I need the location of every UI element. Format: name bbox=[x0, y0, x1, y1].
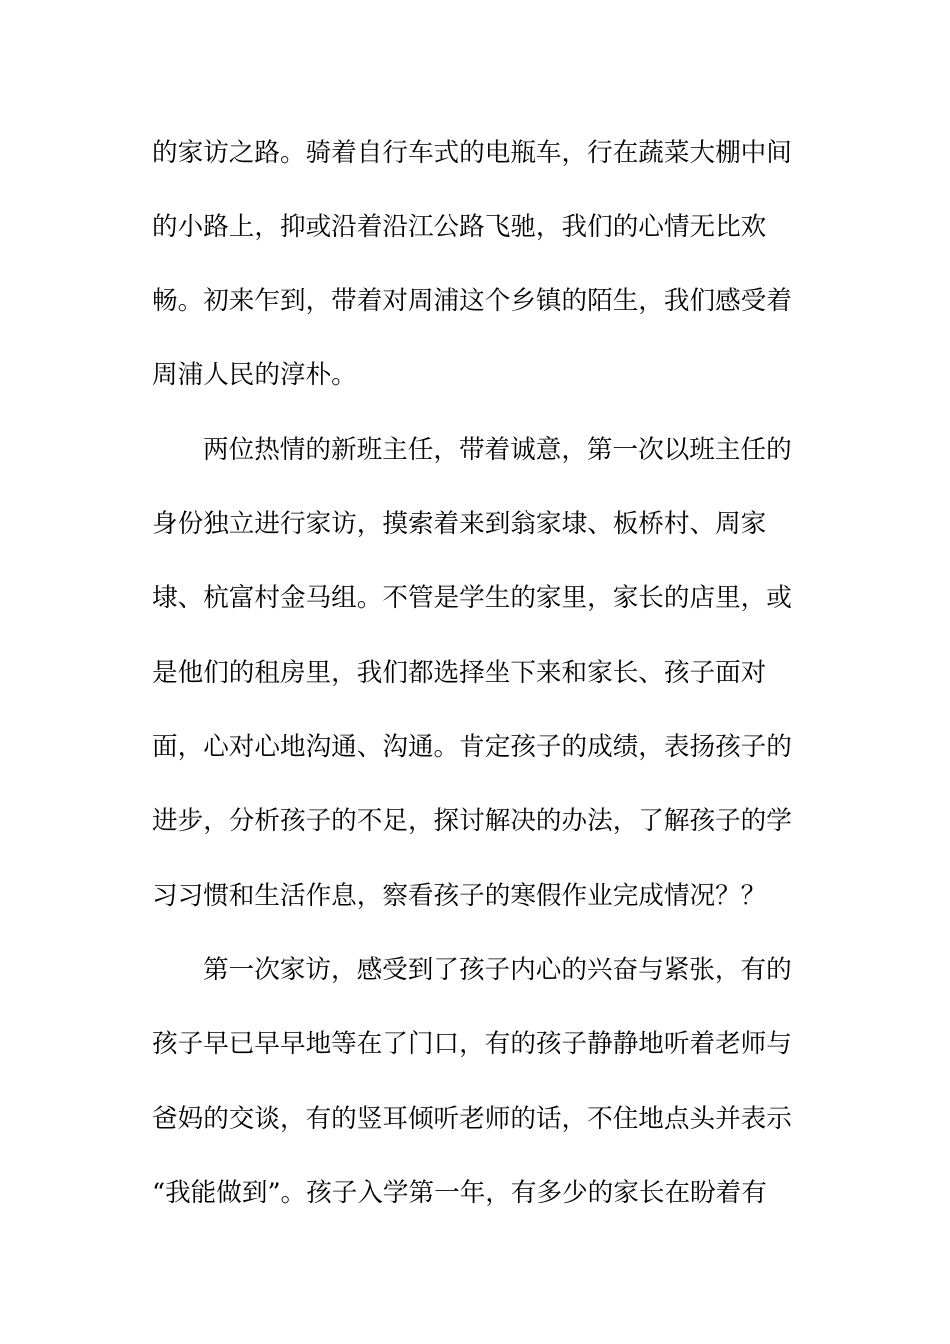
text-line-3: 畅。初来乍到，带着对周浦这个乡镇的陌生，我们感受着 bbox=[152, 286, 792, 316]
text-line-4: 周浦人民的淳朴。 bbox=[152, 360, 357, 390]
text-line-10: 进步，分析孩子的不足，探讨解决的办法，了解孩子的学 bbox=[152, 806, 792, 836]
text-line-7: 埭、杭富村金马组。不管是学生的家里，家长的店里，或 bbox=[152, 583, 792, 613]
text-line-6: 身份独立进行家访，摸索着来到翁家埭、板桥村、周家 bbox=[152, 509, 767, 539]
text-line-1: 的家访之路。骑着自行车式的电瓶车，行在蔬菜大棚中间 bbox=[152, 138, 792, 168]
text-line-9: 面，心对心地沟通、沟通。肯定孩子的成绩，表扬孩子的 bbox=[152, 732, 792, 762]
text-line-8: 是他们的租房里，我们都选择坐下来和家长、孩子面对 bbox=[152, 658, 767, 688]
text-line-13: 孩子早已早早地等在了门口，有的孩子静静地听着老师与 bbox=[152, 1029, 792, 1059]
text-line-14: 爸妈的交谈，有的竖耳倾听老师的话，不住地点头并表示 bbox=[152, 1104, 792, 1134]
text-line-11: 习习惯和生活作息，察看孩子的寒假作业完成情况？？ bbox=[152, 881, 767, 911]
text-line-15: “我能做到”。孩子入学第一年，有多少的家长在盼着有 bbox=[152, 1178, 767, 1208]
text-line-5: 两位热情的新班主任，带着诚意，第一次以班主任的 bbox=[203, 435, 792, 465]
text-line-12: 第一次家访，感受到了孩子内心的兴奋与紧张，有的 bbox=[203, 955, 792, 985]
text-line-2: 的小路上，抑或沿着沿江公路飞驰，我们的心情无比欢 bbox=[152, 212, 767, 242]
